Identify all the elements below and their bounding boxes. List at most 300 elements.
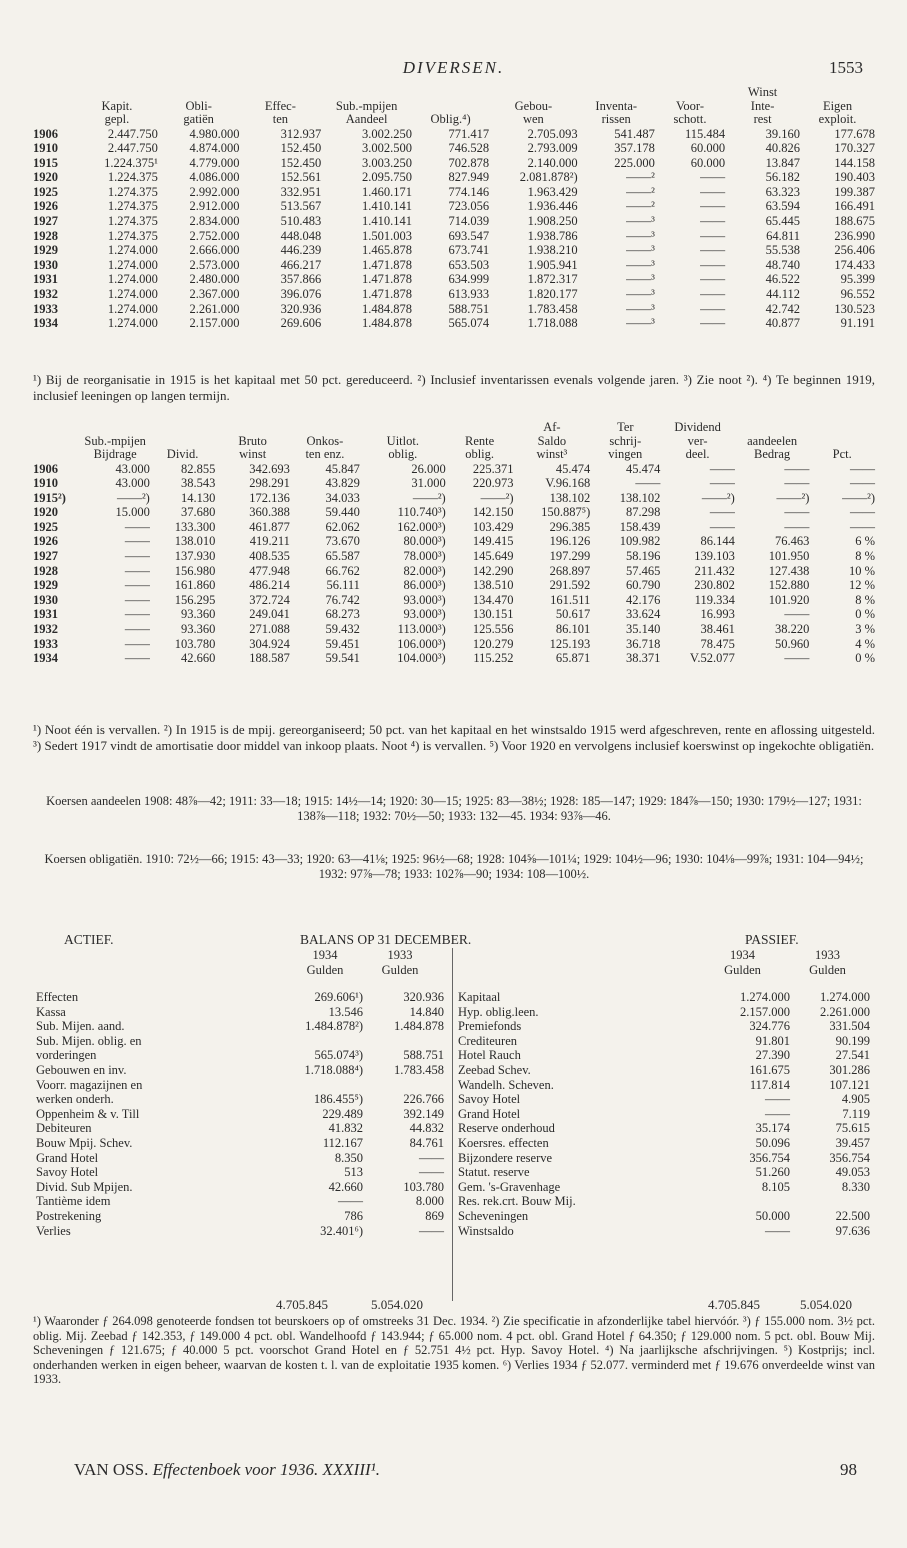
- table-cell: ——²: [626, 184, 655, 199]
- passief-value-1933: 90.199: [835, 1033, 870, 1048]
- table-cell: 103.780: [174, 636, 216, 651]
- table-cell: 149.415: [472, 534, 514, 549]
- table-cell: 14.130: [180, 490, 216, 505]
- passief-label: Statut. reserve: [458, 1165, 530, 1180]
- header-cell: [33, 435, 80, 449]
- actief-label: Sub. Mijen. oblig. en: [36, 1033, 142, 1048]
- balans-passief-years: [700, 948, 870, 977]
- passief-value-1933: 4.905: [841, 1092, 870, 1107]
- table-row: [33, 302, 875, 317]
- passief-label: Winstsaldo: [458, 1223, 514, 1238]
- header-cell: [412, 100, 489, 114]
- passief-row: [458, 1107, 870, 1122]
- actief-row: [36, 1092, 444, 1107]
- table-cell: 1.274.375: [107, 214, 158, 229]
- table-cell: 271.088: [249, 622, 290, 637]
- actief-row: [36, 1136, 444, 1151]
- table-cell: 12 %: [848, 578, 875, 593]
- table-cell: 1.908.250: [527, 214, 578, 229]
- table-cell: 59.451: [325, 636, 360, 651]
- table-cell: 1.471.878: [362, 272, 412, 287]
- balans-passief-title: PASSIEF.: [745, 932, 799, 947]
- table-cell: 93.000³): [403, 607, 446, 622]
- header-cell: [33, 100, 76, 114]
- table-cell: 33.624: [625, 607, 661, 622]
- header-cell: [33, 113, 76, 127]
- header-cell: Bruto: [238, 433, 267, 448]
- table-cell: 197.299: [549, 549, 591, 564]
- passief-value-1934: 2.157.000: [740, 1004, 790, 1019]
- table-cell: 95.399: [840, 272, 875, 287]
- header-cell: ver-: [687, 433, 708, 448]
- table-cell: 104.000³): [397, 651, 446, 666]
- table-cell: 59.541: [325, 651, 360, 666]
- actief-value-1933: ——: [419, 1223, 444, 1238]
- actief-value-1933: 8.000: [415, 1194, 444, 1209]
- table-cell: 296.385: [549, 519, 591, 534]
- table-cell: 73.670: [325, 534, 360, 549]
- table-cell: ——: [635, 476, 661, 491]
- table-cell: ——: [784, 461, 810, 476]
- actief-label: Effecten: [36, 990, 79, 1004]
- passief-label: Hyp. oblig.leen.: [458, 1004, 539, 1019]
- footer: [74, 1460, 380, 1480]
- actief-label: Savoy Hotel: [36, 1165, 99, 1180]
- actief-value-1934: 565.074³): [314, 1048, 363, 1063]
- row-year: 1931: [33, 272, 58, 287]
- passief-value-1933: 22.500: [835, 1208, 870, 1223]
- row-year: 1933: [33, 636, 58, 651]
- header-cell: [735, 421, 810, 435]
- table-row: [33, 229, 875, 244]
- table-cell: 3.003.250: [362, 155, 412, 170]
- header-cell: [655, 86, 725, 100]
- actief-row: [36, 1121, 444, 1136]
- table-cell: 1.938.786: [527, 228, 578, 243]
- table-cell: 1.274.000: [107, 257, 158, 272]
- actief-row: [36, 1078, 444, 1093]
- table-header-row: [33, 448, 875, 462]
- passief-value-1934: 117.814: [749, 1077, 790, 1092]
- table-capital: [33, 86, 875, 331]
- passief-label: Gem. 's-Gravenhage: [458, 1179, 561, 1194]
- actief-label: Oppenheim & v. Till: [36, 1106, 140, 1121]
- table-cell: ——: [700, 184, 726, 199]
- actief-value-1933: 869: [425, 1208, 444, 1223]
- table-cell: 64.811: [766, 228, 801, 243]
- actief-row: [36, 1194, 444, 1209]
- table-cell: 56.111: [326, 578, 360, 593]
- actief-label: Kassa: [36, 1004, 66, 1019]
- table-cell: 119.334: [694, 592, 735, 607]
- year-1933-left: 1933: [387, 948, 413, 962]
- table-row: [33, 549, 875, 564]
- table-cell: 2.666.000: [189, 243, 240, 258]
- actief-value-1933: 103.780: [403, 1179, 444, 1194]
- actief-label: Tantième idem: [36, 1194, 111, 1209]
- table-cell: ——²): [842, 490, 875, 505]
- note-capital: ¹) Bij de reorganisatie in 1915 is het kapitaal met 50 pct. gereduceerd. ²) Inclusief inventarissen evenals volgende jaren. ³) Zie noot ²). ⁴) Te beginnen 1919, inclusief leeningen op langen termijn.: [33, 372, 875, 403]
- table-cell: 60.790: [625, 578, 661, 593]
- table-cell: 106.000³): [397, 636, 446, 651]
- table-cell: 158.439: [619, 519, 661, 534]
- table-cell: 249.041: [249, 607, 290, 622]
- header-cell: [489, 86, 578, 100]
- table-cell: 332.951: [280, 184, 322, 199]
- table-cell: 746.528: [448, 141, 490, 156]
- table-row: [33, 243, 875, 258]
- row-year: 1920: [33, 170, 58, 185]
- table-cell: 45.847: [325, 461, 360, 476]
- actief-row: [36, 1063, 444, 1078]
- table-cell: 38.220: [775, 622, 810, 637]
- table-cell: 60.000: [690, 141, 726, 156]
- table-cell: 130.523: [834, 301, 875, 316]
- header-cell: gepl.: [104, 112, 130, 126]
- table-cell: 142.290: [472, 563, 514, 578]
- table-cell: ——³: [626, 316, 655, 331]
- table-cell: 38.543: [180, 476, 216, 491]
- table-row: [33, 476, 875, 491]
- table-cell: 37.680: [180, 505, 216, 520]
- table-cell: 774.146: [448, 184, 490, 199]
- table-cell: 39.160: [765, 126, 801, 141]
- passief-label: Zeebad Schev.: [458, 1062, 531, 1077]
- table-cell: ——: [124, 549, 150, 564]
- actief-label: Debiteuren: [36, 1121, 92, 1136]
- table-row: [33, 214, 875, 229]
- table-results-grid: [33, 421, 875, 666]
- table-cell: 86.000³): [403, 578, 446, 593]
- header-cell: Eigen: [822, 98, 853, 113]
- table-cell: 565.074: [448, 316, 490, 331]
- header-cell: Pct.: [832, 447, 852, 461]
- table-cell: 1.783.458: [527, 301, 578, 316]
- table-cell: 342.693: [249, 461, 290, 476]
- table-cell: 45.474: [625, 461, 661, 476]
- passief-value-1933: 331.504: [829, 1019, 870, 1034]
- balans-actief-title: ACTIEF.: [64, 932, 114, 947]
- table-results: [33, 421, 875, 666]
- header-cell: ten: [272, 112, 288, 126]
- table-cell: ——: [700, 199, 726, 214]
- passief-value-1934: 91.801: [755, 1033, 790, 1048]
- passief-value-1933: 8.330: [841, 1179, 870, 1194]
- balans-title: BALANS OP 31 DECEMBER.: [300, 932, 472, 947]
- total-actief-1934: 4.705.845: [276, 1297, 328, 1312]
- table-cell: 68.273: [325, 607, 360, 622]
- header-cell: [150, 435, 216, 449]
- table-cell: 188.587: [249, 651, 290, 666]
- passief-value-1934: 324.776: [749, 1019, 790, 1034]
- header-cell: [33, 421, 80, 435]
- total-actief-1933: 5.054.020: [371, 1297, 423, 1312]
- header-cell: Gebou-: [514, 98, 553, 113]
- table-cell: 82.855: [180, 461, 216, 476]
- passief-label: Hotel Rauch: [458, 1048, 521, 1063]
- year-1933-right: 1933: [815, 948, 840, 962]
- row-year: 1927: [33, 549, 58, 564]
- table-cell: 4.779.000: [189, 155, 240, 170]
- table-cell: 87.298: [625, 505, 661, 520]
- header-cell: Winst: [747, 85, 778, 99]
- table-cell: 133.300: [174, 519, 216, 534]
- table-cell: ——: [700, 272, 726, 287]
- row-year: 1926: [33, 534, 58, 549]
- passief-value-1934: 356.754: [749, 1150, 790, 1165]
- table-cell: 1.224.375: [107, 170, 158, 185]
- table-row: [33, 491, 875, 506]
- passief-row: [458, 1121, 870, 1136]
- passief-label: Res. rek.crt. Bouw Mij.: [458, 1194, 576, 1209]
- table-cell: 1.410.141: [362, 199, 412, 214]
- table-cell: 1.224.375¹: [104, 155, 158, 170]
- table-header-row: [33, 100, 875, 114]
- table-cell: 152.880: [768, 578, 810, 593]
- row-year: 1934: [33, 651, 58, 666]
- actief-value-1933: [363, 1034, 444, 1049]
- table-cell: 1.274.375: [107, 199, 158, 214]
- table-row: [33, 170, 875, 185]
- header-cell: schott.: [673, 112, 707, 126]
- table-cell: 8 %: [855, 592, 875, 607]
- table-cell: ——³: [626, 301, 655, 316]
- table-cell: V.96.168: [545, 476, 591, 491]
- table-row: [33, 505, 875, 520]
- table-cell: 120.279: [472, 636, 514, 651]
- table-cell: 2.261.000: [189, 301, 240, 316]
- header-cell: Voor-: [675, 98, 704, 113]
- actief-value-1933: 84.761: [409, 1135, 444, 1150]
- table-cell: 63.594: [765, 199, 801, 214]
- table-cell: 13.847: [765, 155, 801, 170]
- table-cell: 693.547: [448, 228, 490, 243]
- header-cell: oblig.: [388, 447, 418, 461]
- header-cell: [809, 421, 875, 435]
- actief-value-1933: [363, 1078, 444, 1093]
- table-cell: ——: [700, 170, 726, 185]
- table-cell: 4.874.000: [189, 141, 240, 156]
- row-year: 1930: [33, 257, 58, 272]
- table-cell: 50.617: [555, 607, 591, 622]
- table-cell: 2.752.000: [189, 228, 240, 243]
- balans-actief-years: [290, 948, 440, 977]
- table-row: [33, 199, 875, 214]
- table-cell: 2.447.750: [107, 126, 158, 141]
- table-cell: V.52.077: [689, 651, 735, 666]
- table-cell: ——²): [701, 490, 735, 505]
- table-cell: 96.552: [840, 287, 875, 302]
- passief-label: Savoy Hotel: [458, 1092, 521, 1107]
- table-cell: 48.740: [765, 257, 801, 272]
- table-cell: 1.274.000: [107, 316, 158, 331]
- actief-label: Postrekening: [36, 1208, 102, 1223]
- table-cell: 63.323: [765, 184, 801, 199]
- passief-value-1934: ——: [765, 1223, 790, 1238]
- actief-value-1934: 1.718.088⁴): [304, 1062, 363, 1077]
- table-cell: 93.360: [180, 622, 216, 637]
- table-cell: 190.403: [834, 170, 875, 185]
- table-cell: 142.150: [472, 505, 514, 520]
- passief-value-1933: 2.261.000: [820, 1004, 870, 1019]
- header-cell: [33, 86, 76, 100]
- table-cell: 1.465.878: [362, 243, 412, 258]
- table-cell: 304.924: [249, 636, 290, 651]
- table-cell: 174.433: [834, 257, 875, 272]
- table-cell: 145.649: [472, 549, 514, 564]
- row-year: 1934: [33, 316, 58, 331]
- table-cell: ——: [124, 592, 150, 607]
- table-cell: 1.938.210: [527, 243, 578, 258]
- header-cell: deel.: [685, 447, 710, 461]
- table-cell: ——: [700, 257, 726, 272]
- table-cell: ——: [124, 622, 150, 637]
- header-cell: wen: [522, 112, 544, 126]
- table-cell: 634.999: [448, 272, 490, 287]
- table-cell: 360.388: [249, 505, 290, 520]
- table-cell: 115.484: [684, 126, 726, 141]
- table-cell: 82.000³): [403, 563, 446, 578]
- passief-row: [458, 1194, 870, 1209]
- table-cell: 466.217: [280, 257, 322, 272]
- table-cell: 2.992.000: [189, 184, 240, 199]
- table-cell: 80.000³): [403, 534, 446, 549]
- table-cell: 357.866: [280, 272, 322, 287]
- table-cell: 2.573.000: [189, 257, 240, 272]
- table-cell: 0 %: [855, 651, 875, 666]
- table-cell: 298.291: [249, 476, 290, 491]
- table-cell: 127.438: [768, 563, 810, 578]
- table-cell: 320.936: [280, 301, 322, 316]
- table-cell: ——: [850, 461, 875, 476]
- unit-right-1: Gulden: [724, 962, 761, 977]
- passief-label: Kapitaal: [458, 990, 501, 1004]
- actief-value-1933: 1.484.878: [394, 1019, 444, 1034]
- table-cell: ——²): [412, 490, 446, 505]
- table-cell: 211.432: [694, 563, 735, 578]
- table-cell: 93.360: [180, 607, 216, 622]
- table-cell: 1.274.000: [107, 301, 158, 316]
- table-cell: 1.471.878: [362, 287, 412, 302]
- table-cell: 58.196: [625, 549, 661, 564]
- table-cell: 225.000: [614, 155, 655, 170]
- table-cell: ——: [850, 519, 875, 534]
- table-cell: 396.076: [280, 287, 322, 302]
- table-cell: 161.511: [550, 592, 591, 607]
- table-cell: 2.095.750: [362, 170, 412, 185]
- row-year: 1929: [33, 578, 58, 593]
- table-cell: 225.371: [472, 461, 514, 476]
- table-row: [33, 141, 875, 156]
- table-cell: 2.480.000: [189, 272, 240, 287]
- passief-label: Premiefonds: [458, 1019, 522, 1034]
- table-cell: 771.417: [448, 126, 490, 141]
- table-cell: ——³: [626, 228, 655, 243]
- actief-row: [36, 1180, 444, 1195]
- table-cell: 486.214: [249, 578, 290, 593]
- table-cell: 1.963.429: [527, 184, 578, 199]
- table-cell: 78.000³): [403, 549, 446, 564]
- header-cell: Obli-: [185, 98, 212, 113]
- table-cell: ——: [709, 505, 735, 520]
- table-cell: 723.056: [448, 199, 490, 214]
- header-cell: [809, 435, 875, 449]
- passief-label: Wandelh. Scheven.: [458, 1077, 554, 1092]
- table-cell: 86.144: [700, 534, 735, 549]
- row-year: 1910: [33, 141, 58, 156]
- table-row: [33, 607, 875, 622]
- header-cell: [360, 421, 446, 435]
- row-year: 1915²): [33, 490, 66, 505]
- table-row: [33, 316, 875, 331]
- header-cell: [800, 86, 875, 100]
- table-cell: 31.000: [411, 476, 446, 491]
- koersen-obligatien: Koersen obligatiën. 1910: 72½—66; 1915: 43—33; 1920: 63—41⅛; 1925: 96½—68; 1928: 104⅝—101¼; 1929: 104½—96; 1930: 104⅛—99⅞; 1931: 104—94½; 1932: 97⅞—78; 1933: 102⅞—90; 1934: 108—100½.: [44, 852, 864, 881]
- actief-row: [36, 1019, 444, 1034]
- table-cell: 230.802: [694, 578, 735, 593]
- row-year: 1906: [33, 126, 58, 141]
- table-row: [33, 651, 875, 666]
- table-cell: 1.718.088: [527, 316, 578, 331]
- table-cell: 1.274.375: [107, 184, 158, 199]
- actief-label: werken onderh.: [36, 1092, 114, 1107]
- table-cell: 65.445: [765, 214, 801, 229]
- passief-value-1934: 35.174: [755, 1121, 790, 1136]
- passief-value-1933: 1.274.000: [820, 990, 870, 1004]
- passief-value-1934: 8.105: [761, 1179, 790, 1194]
- table-cell: 408.535: [249, 549, 290, 564]
- actief-value-1933: 1.783.458: [394, 1062, 444, 1077]
- table-cell: 1.274.000: [107, 243, 158, 258]
- table-cell: 613.933: [448, 287, 490, 302]
- actief-value-1933: ——: [419, 1150, 444, 1165]
- table-cell: 134.470: [472, 592, 514, 607]
- running-header: DIVERSEN.: [402, 58, 505, 77]
- header-cell: ten enz.: [305, 447, 345, 461]
- actief-value-1934: 786: [344, 1208, 363, 1223]
- actief-label: Voorr. magazijnen en: [36, 1077, 143, 1092]
- table-cell: 57.465: [625, 563, 661, 578]
- passief-label: Scheveningen: [458, 1208, 529, 1223]
- passief-value-1933: 97.636: [835, 1223, 870, 1238]
- table-cell: 419.211: [249, 534, 290, 549]
- actief-value-1934: 32.401⁶): [320, 1223, 363, 1238]
- table-cell: 65.587: [325, 549, 360, 564]
- row-year: 1931: [33, 607, 58, 622]
- header-cell: [578, 86, 655, 100]
- row-year: 1929: [33, 243, 58, 258]
- table-cell: 46.522: [765, 272, 801, 287]
- passief-value-1933: 301.286: [829, 1062, 870, 1077]
- table-cell: 130.151: [472, 607, 514, 622]
- table-cell: 59.440: [325, 505, 360, 520]
- table-row: [33, 578, 875, 593]
- table-cell: 59.432: [325, 622, 360, 637]
- table-cell: 162.000³): [397, 519, 446, 534]
- passief-value-1933: 27.541: [835, 1048, 870, 1063]
- table-cell: ——: [700, 301, 726, 316]
- actief-value-1934: [281, 1034, 363, 1049]
- passief-row: [458, 1209, 870, 1224]
- actief-row: [36, 1005, 444, 1020]
- table-row: [33, 593, 875, 608]
- passief-row: [458, 1136, 870, 1151]
- actief-row: [36, 1151, 444, 1166]
- table-cell: 137.930: [174, 549, 216, 564]
- table-cell: 2.140.000: [527, 155, 578, 170]
- header-cell: Onkos-: [306, 433, 344, 448]
- table-cell: 115.252: [473, 651, 514, 666]
